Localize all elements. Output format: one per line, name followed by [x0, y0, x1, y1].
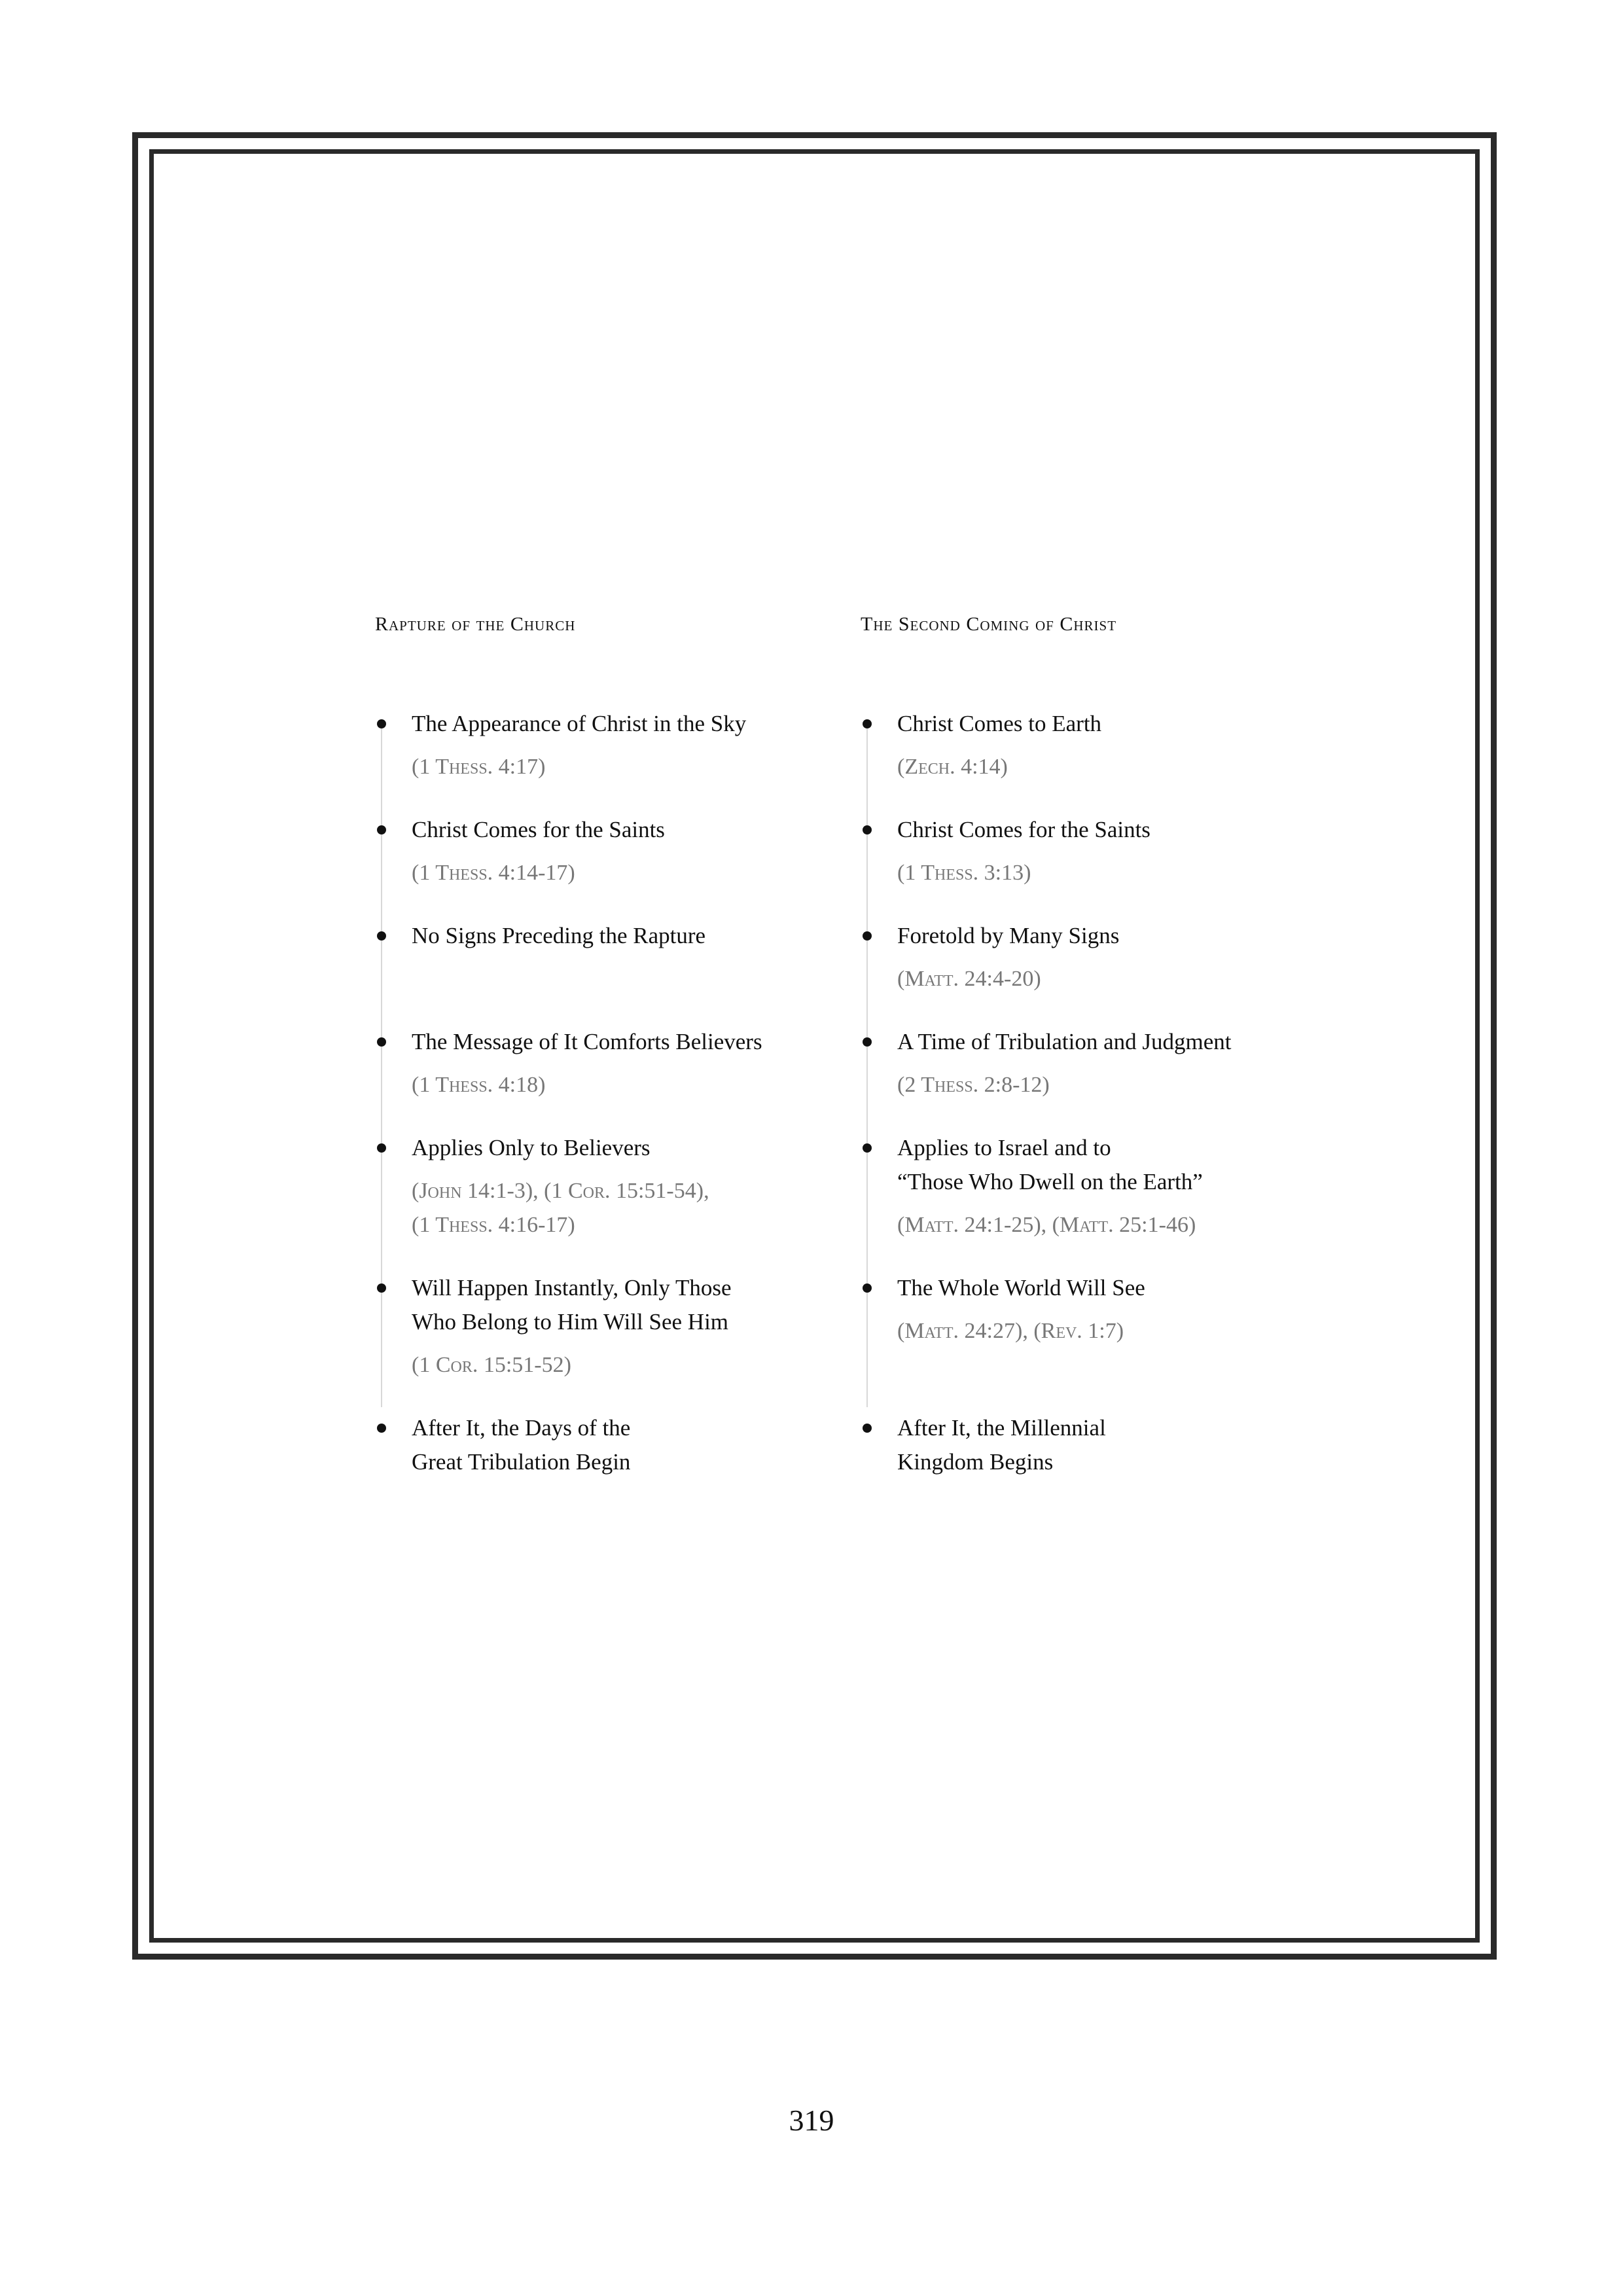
bullet-icon: [863, 825, 872, 834]
item-title: A Time of Tribulation and Judgment: [897, 1029, 1232, 1054]
bullet-icon: [377, 1037, 386, 1047]
bullet-icon: [377, 931, 386, 941]
page-number: 319: [789, 2104, 834, 2137]
list-item: [861, 1025, 1391, 1102]
scripture-reference: (Matt. 24:4-20): [897, 967, 1041, 991]
list-item: [861, 707, 1391, 784]
bullet-icon: [863, 1037, 872, 1047]
item-title: Foretold by Many Signs: [897, 923, 1120, 948]
scripture-reference: (1 Thess. 4:18): [412, 1073, 546, 1097]
item-title: Christ Comes for the Saints: [412, 817, 665, 842]
list-item: [375, 1131, 854, 1242]
list-item: [861, 813, 1391, 890]
item-title: Christ Comes for the Saints: [897, 817, 1150, 842]
list-item: [375, 1271, 854, 1382]
scripture-reference: (1 Thess. 3:13): [897, 861, 1031, 885]
list-item: [375, 1025, 854, 1102]
comparison-columns: [375, 610, 1391, 1479]
item-title: “Those Who Dwell on the Earth”: [897, 1169, 1203, 1194]
item-title: After It, the Millennial: [897, 1415, 1106, 1441]
item-title: The Appearance of Christ in the Sky: [412, 711, 747, 736]
bullet-icon: [863, 931, 872, 941]
scripture-reference: (1 Thess. 4:16-17): [412, 1213, 575, 1237]
item-title: The Whole World Will See: [897, 1275, 1145, 1300]
bullet-icon: [377, 825, 386, 834]
scripture-reference: (Matt. 24:27), (Rev. 1:7): [897, 1319, 1124, 1343]
item-title: The Message of It Comforts Believers: [412, 1029, 762, 1054]
scripture-reference: (Matt. 24:1-25), (Matt. 25:1-46): [897, 1213, 1196, 1237]
scripture-reference: (John 14:1-3), (1 Cor. 15:51-54),: [412, 1179, 709, 1203]
bullet-icon: [377, 1143, 386, 1153]
item-title: Applies Only to Believers: [412, 1135, 651, 1160]
list-item: [375, 707, 854, 784]
list-item: [375, 919, 854, 996]
item-title: Who Belong to Him Will See Him: [412, 1309, 729, 1335]
list-item: [861, 919, 1391, 996]
bullet-icon: [377, 1283, 386, 1293]
list-item: [375, 1411, 854, 1479]
item-title: Will Happen Instantly, Only Those: [412, 1275, 732, 1300]
bullet-icon: [377, 719, 386, 728]
item-title: No Signs Preceding the Rapture: [412, 923, 706, 948]
scripture-reference: (Zech. 4:14): [897, 755, 1008, 779]
scripture-reference: (1 Cor. 15:51-52): [412, 1353, 571, 1377]
column-heading-rapture: Rapture of the Church: [375, 613, 576, 635]
scripture-reference: (1 Thess. 4:14-17): [412, 861, 575, 885]
bullet-icon: [863, 1424, 872, 1433]
list-item: [375, 813, 854, 890]
bullet-icon: [863, 719, 872, 728]
item-title: Great Tribulation Begin: [412, 1449, 631, 1475]
item-title: Applies to Israel and to: [897, 1135, 1111, 1160]
item-title: After It, the Days of the: [412, 1415, 631, 1441]
bullet-icon: [863, 1143, 872, 1153]
bullet-icon: [863, 1283, 872, 1293]
scripture-reference: (1 Thess. 4:17): [412, 755, 546, 779]
bullet-icon: [377, 1424, 386, 1433]
item-title: Christ Comes to Earth: [897, 711, 1102, 736]
list-item: [861, 1271, 1391, 1382]
column-heading-second-coming: The Second Coming of Christ: [861, 613, 1117, 635]
scripture-reference: (2 Thess. 2:8-12): [897, 1073, 1050, 1097]
list-item: [861, 1131, 1391, 1242]
list-item: [861, 1411, 1391, 1479]
item-title: Kingdom Begins: [897, 1449, 1054, 1475]
